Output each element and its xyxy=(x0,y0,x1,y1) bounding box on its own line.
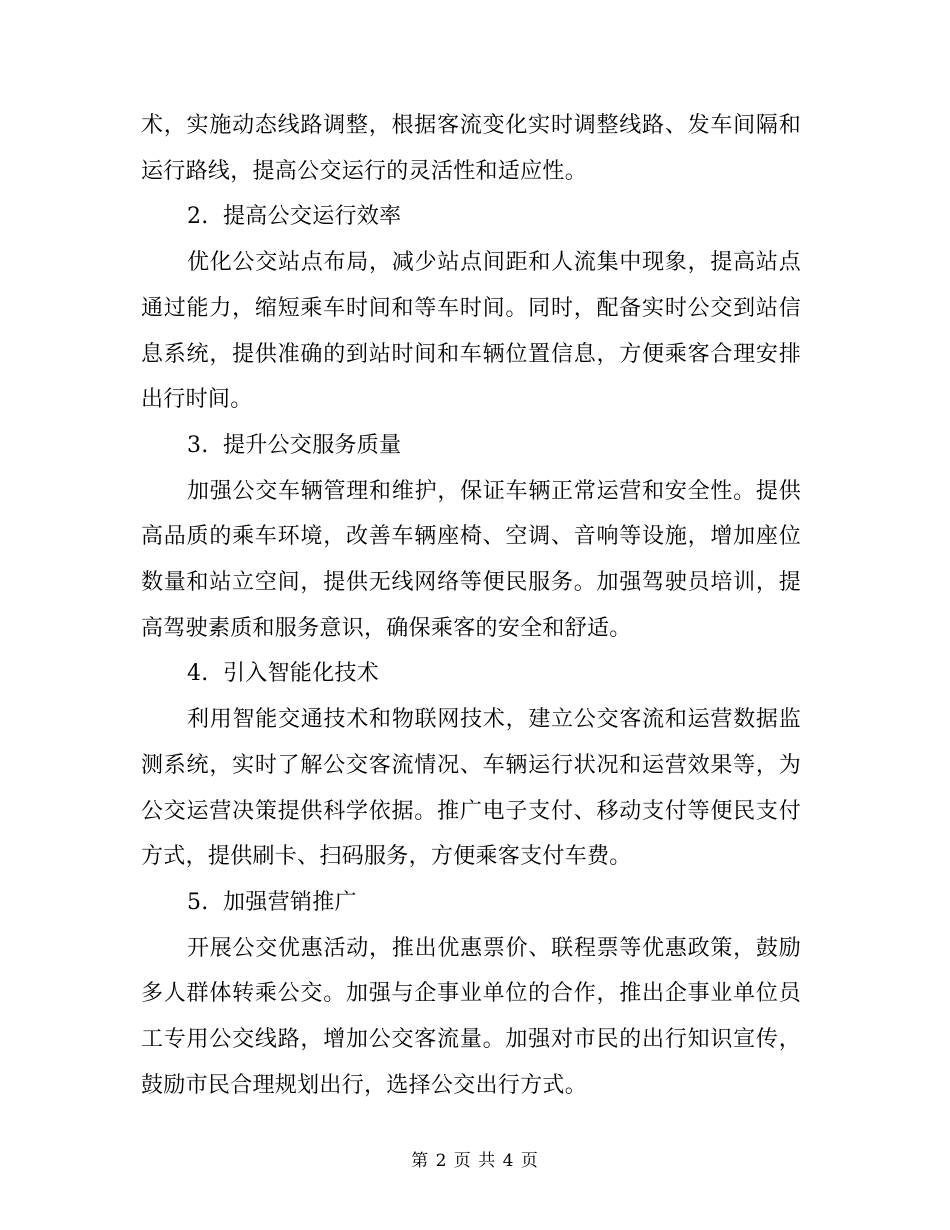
section-heading-4 xyxy=(141,651,801,697)
page-number-footer: 第 2 页 共 4 页 xyxy=(411,1151,539,1171)
paragraph-smart-technology: 利用智能交通技术和物联网技术，建立公交客流和运营数据监测系统，实时了解公交客流情况、车辆运行状况和运营效果等，为公交运营决策提供科学依据。推广电子支付、移动支付等便民支付方式，提供刷卡、扫码服务，方便乘客支付车费。 xyxy=(141,707,801,870)
paragraph-continued: 术，实施动态线路调整，根据客流变化实时调整线路、发车间隔和运行路线，提高公交运行的灵活性和适应性。 xyxy=(141,113,801,184)
section-heading-3 xyxy=(141,423,801,469)
section-number: 4. xyxy=(187,661,209,687)
section-heading-2 xyxy=(141,194,801,240)
section-number: 2. xyxy=(187,204,209,230)
section-title: 引入智能化技术 xyxy=(223,661,380,687)
paragraph-service-quality: 加强公交车辆管理和维护，保证车辆正常运营和安全性。提供高品质的乘车环境，改善车辆座椅、空调、音响等设施，增加座位数量和站立空间，提供无线网络等便民服务。加强驾驶员培训，提高驾驶素质和服务意识，确保乘客的安全和舒适。 xyxy=(141,478,801,641)
section-title: 提高公交运行效率 xyxy=(223,204,402,230)
section-title: 加强营销推广 xyxy=(223,889,357,915)
section-title: 提升公交服务质量 xyxy=(223,432,402,458)
section-number: 3. xyxy=(187,432,209,458)
section-number: 5. xyxy=(187,889,209,915)
section-heading-5 xyxy=(141,880,801,926)
paragraph-operation-efficiency: 优化公交站点布局，减少站点间距和人流集中现象，提高站点通过能力，缩短乘车时间和等车时间。同时，配备实时公交到站信息系统，提供准确的到站时间和车辆位置信息，方便乘客合理安排出行时间。 xyxy=(141,250,801,413)
document-body xyxy=(141,103,801,1108)
paragraph-marketing: 开展公交优惠活动，推出优惠票价、联程票等优惠政策，鼓励多人群体转乘公交。加强与企事业单位的合作，推出企事业单位员工专用公交线路，增加公交客流量。加强对市民的出行知识宣传，鼓励市民合理规划出行，选择公交出行方式。 xyxy=(141,935,801,1098)
